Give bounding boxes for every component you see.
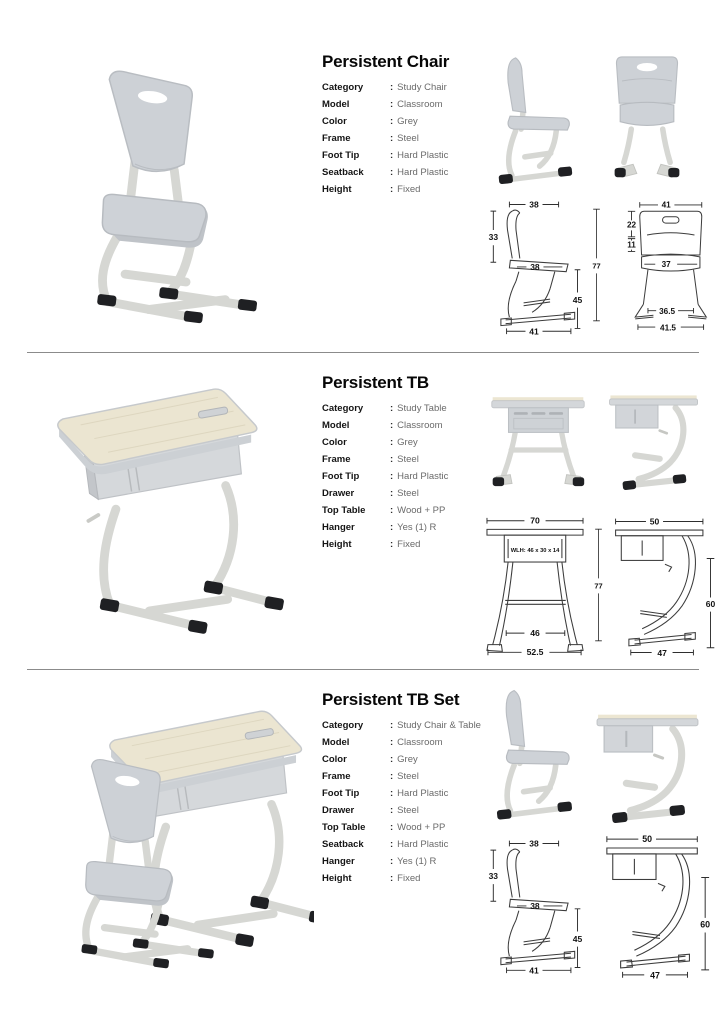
spec-value: Wood + PP <box>397 822 446 833</box>
spec-row <box>322 184 482 195</box>
table-side-dimension-drawing <box>608 514 720 660</box>
spec-label: Model <box>322 737 350 748</box>
spec-row <box>322 133 482 144</box>
spec-value: Wood + PP <box>397 505 446 516</box>
spec-label: Category <box>322 403 364 414</box>
spec-label: Category <box>322 82 364 93</box>
spec-value: Steel <box>397 133 419 144</box>
spec-separator: : <box>390 805 394 816</box>
chair-main-photo <box>36 46 281 341</box>
spec-row <box>322 822 490 833</box>
spec-separator: : <box>390 737 394 748</box>
table-34-view-image <box>30 368 292 662</box>
spec-label: Hanger <box>322 856 355 867</box>
dim-base-depth: 47 <box>657 647 667 658</box>
spec-label: Seatback <box>322 839 364 850</box>
spec-separator: : <box>390 167 394 178</box>
dim-drawer-label: WLH: 46 x 30 x 14 <box>510 547 560 554</box>
dim-total-height: 77 <box>594 581 603 591</box>
spec-label: Frame <box>322 454 351 465</box>
dim-inner-width: 46 <box>530 627 540 638</box>
dim-back-lower: 11 <box>627 240 636 250</box>
spec-value: Yes (1) R <box>397 522 437 533</box>
spec-value: Steel <box>397 805 419 816</box>
dim-seat-depth: 38 <box>530 901 540 912</box>
spec-label: Frame <box>322 133 351 144</box>
spec-separator: : <box>390 720 394 731</box>
spec-separator: : <box>390 420 394 431</box>
spec-separator: : <box>390 505 394 516</box>
spec-separator: : <box>390 82 394 93</box>
spec-row <box>322 505 482 516</box>
spec-label: Top Table <box>322 822 366 833</box>
spec-label: Foot Tip <box>322 471 360 482</box>
dim-leg-height: 60 <box>705 598 716 609</box>
spec-row <box>322 82 482 93</box>
spec-label: Foot Tip <box>322 788 360 799</box>
spec-separator: : <box>390 99 394 110</box>
set-main-photo <box>16 686 314 986</box>
spec-value: Classroom <box>397 420 443 431</box>
spec-label: Top Table <box>322 505 366 516</box>
spec-label: Color <box>322 437 347 448</box>
spec-value: Grey <box>397 754 418 765</box>
set-chair-side-view-image <box>482 676 586 828</box>
dim-top-depth: 50 <box>642 834 653 845</box>
spec-row <box>322 420 482 431</box>
spec-label: Height <box>322 184 352 195</box>
set-secondary-photos <box>482 676 706 828</box>
chair-side-view-image <box>484 44 586 192</box>
dim-base-width: 41.5 <box>660 323 676 333</box>
spec-row <box>322 488 482 499</box>
spec-separator: : <box>390 488 394 499</box>
spec-row <box>322 720 490 731</box>
spec-separator: : <box>390 839 394 850</box>
chair-dimension-drawings <box>481 196 720 336</box>
spec-separator: : <box>390 788 394 799</box>
chair-34-view-image <box>36 46 281 341</box>
spec-label: Drawer <box>322 488 355 499</box>
spec-separator: : <box>390 184 394 195</box>
spec-value: Hard Plastic <box>397 839 449 850</box>
spec-separator: : <box>390 539 394 550</box>
spec-row <box>322 454 482 465</box>
spec-label: Height <box>322 873 352 884</box>
spec-row <box>322 856 490 867</box>
spec-value: Fixed <box>397 873 421 884</box>
dim-seat-depth: 38 <box>530 262 540 273</box>
spec-value: Hard Plastic <box>397 788 449 799</box>
spec-row <box>322 754 490 765</box>
spec-separator: : <box>390 856 394 867</box>
dim-back-top: 22 <box>626 220 637 230</box>
spec-label: Drawer <box>322 805 355 816</box>
table-spec-panel <box>322 373 482 556</box>
spec-row <box>322 805 490 816</box>
dim-base-width: 41 <box>529 326 539 336</box>
section-divider <box>27 669 699 670</box>
spec-value: Grey <box>397 116 418 127</box>
spec-row <box>322 788 490 799</box>
dim-leg-height: 60 <box>700 919 711 930</box>
spec-value: Steel <box>397 454 419 465</box>
spec-value: Study Chair & Table <box>397 720 481 731</box>
spec-label: Height <box>322 539 352 550</box>
dim-foot-inner: 36.5 <box>659 306 676 316</box>
spec-row <box>322 471 482 482</box>
spec-label: Hanger <box>322 522 355 533</box>
product-title-set: Persistent TB Set <box>322 690 460 709</box>
dim-top-depth: 50 <box>649 516 660 527</box>
set-spec-panel <box>322 690 490 890</box>
product-title-table: Persistent TB <box>322 373 429 392</box>
set-table-side-dimension-drawing <box>599 832 715 982</box>
spec-value: Hard Plastic <box>397 167 449 178</box>
spec-separator: : <box>390 771 394 782</box>
dim-seat-height: 45 <box>572 294 583 305</box>
spec-separator: : <box>390 822 394 833</box>
set-chair-side-dimension-drawing <box>481 832 587 978</box>
spec-label: Frame <box>322 771 351 782</box>
chair-total-height-dimension <box>589 196 604 334</box>
spec-row <box>322 99 482 110</box>
spec-row <box>322 116 482 127</box>
chair-secondary-photos <box>484 44 700 192</box>
spec-value: Fixed <box>397 184 421 195</box>
spec-label: Color <box>322 116 347 127</box>
spec-label: Model <box>322 420 350 431</box>
dim-base-width: 52.5 <box>526 647 544 658</box>
section-divider <box>27 352 699 353</box>
chair-front-view-image <box>594 44 700 192</box>
spec-value: Study Table <box>397 403 447 414</box>
dim-total-height: 77 <box>592 261 601 271</box>
dim-back-height: 33 <box>488 870 499 881</box>
dim-top-width: 38 <box>529 838 539 849</box>
spec-row <box>322 522 482 533</box>
spec-label: Seatback <box>322 167 364 178</box>
dim-back-height: 33 <box>488 231 499 242</box>
spec-value: Hard Plastic <box>397 150 449 161</box>
table-side-view-image <box>600 362 708 494</box>
spec-value: Yes (1) R <box>397 856 437 867</box>
dim-top-width: 38 <box>529 199 539 210</box>
spec-row <box>322 873 490 884</box>
chair-side-dimension-drawing <box>481 196 587 336</box>
spec-separator: : <box>390 150 394 161</box>
spec-separator: : <box>390 754 394 765</box>
spec-value: Hard Plastic <box>397 471 449 482</box>
spec-separator: : <box>390 133 394 144</box>
spec-value: Classroom <box>397 99 443 110</box>
spec-row <box>322 437 482 448</box>
spec-separator: : <box>390 873 394 884</box>
spec-row <box>322 737 490 748</box>
spec-separator: : <box>390 116 394 127</box>
table-front-dimension-drawing <box>481 514 589 660</box>
set-table-side-view-image <box>590 676 706 828</box>
spec-row <box>322 839 490 850</box>
spec-value: Fixed <box>397 539 421 550</box>
table-front-view-image <box>482 362 594 494</box>
spec-label: Color <box>322 754 347 765</box>
table-total-height-dimension <box>591 514 606 656</box>
spec-separator: : <box>390 454 394 465</box>
spec-value: Steel <box>397 488 419 499</box>
spec-separator: : <box>390 471 394 482</box>
spec-value: Steel <box>397 771 419 782</box>
dim-top-width: 41 <box>661 200 671 210</box>
product-title-chair: Persistent Chair <box>322 52 450 71</box>
spec-value: Grey <box>397 437 418 448</box>
spec-value: Study Chair <box>397 82 447 93</box>
dim-seat-height: 45 <box>572 933 583 944</box>
chair-spec-panel <box>322 52 482 201</box>
spec-label: Model <box>322 99 350 110</box>
set-dimension-drawings <box>481 832 715 982</box>
spec-separator: : <box>390 403 394 414</box>
dim-base-width: 41 <box>529 965 539 976</box>
spec-row <box>322 539 482 550</box>
spec-row <box>322 150 482 161</box>
spec-separator: : <box>390 437 394 448</box>
dim-seat-width: 37 <box>661 259 671 269</box>
table-secondary-photos <box>482 362 708 494</box>
spec-row <box>322 403 482 414</box>
table-dimension-drawings <box>481 514 720 660</box>
spec-label: Foot Tip <box>322 150 360 161</box>
dim-base-depth: 47 <box>650 970 660 981</box>
set-34-view-image <box>16 686 314 986</box>
table-main-photo <box>30 368 292 662</box>
dim-top-width: 70 <box>530 515 540 526</box>
spec-row <box>322 167 482 178</box>
spec-separator: : <box>390 522 394 533</box>
spec-row <box>322 771 490 782</box>
spec-label: Category <box>322 720 364 731</box>
chair-front-dimension-drawing <box>606 196 720 336</box>
spec-value: Classroom <box>397 737 443 748</box>
